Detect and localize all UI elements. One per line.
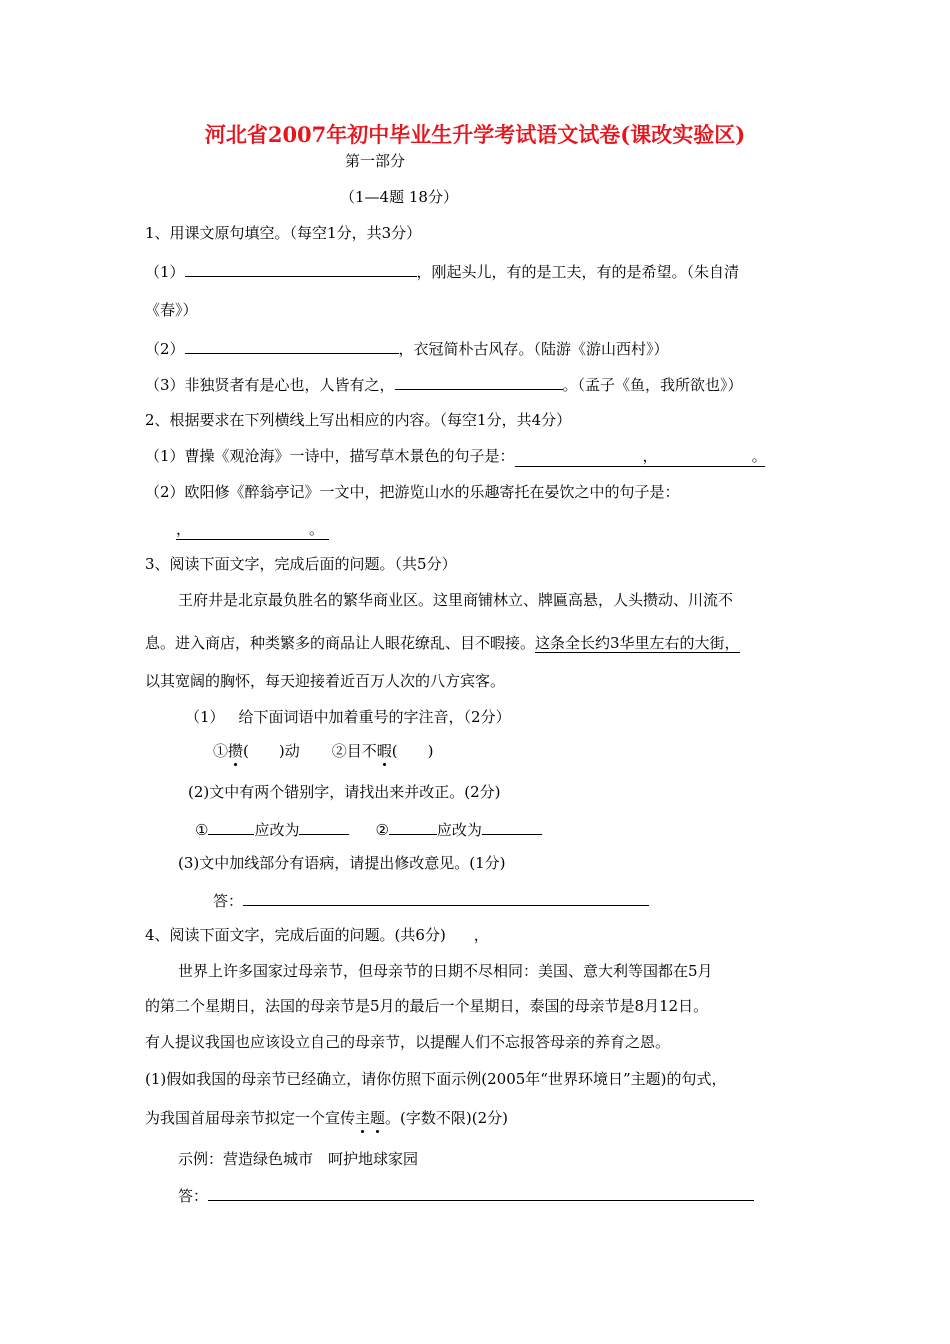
q1-line-1 bbox=[145, 260, 739, 282]
q4-heading-text: 4、阅读下面文字，完成后面的问题。(共6分) bbox=[145, 926, 446, 944]
q3-sub-3: (3)文中加线部分有语病，请提出修改意见。(1分) bbox=[178, 854, 506, 872]
q1-l3-suffix: 。（孟子《鱼，我所欲也》） bbox=[562, 376, 743, 394]
q4-answer-label: 答： bbox=[178, 1187, 209, 1205]
q1-blank-2[interactable] bbox=[185, 337, 399, 354]
q4-stray-comma: ， bbox=[473, 926, 489, 944]
q4-passage-line-2: 的第二个星期日，法国的母亲节是5月的最后一个星期日，泰国的母亲节是8月12日。 bbox=[145, 997, 709, 1015]
q3-s1-b-post[interactable]: ( ) bbox=[391, 742, 434, 760]
q3-answer-line bbox=[213, 889, 649, 911]
q3-s1-a-pre: ① bbox=[213, 742, 229, 760]
q1-line-3 bbox=[145, 373, 743, 395]
q3-dotted-char-1: 攒 bbox=[228, 742, 244, 760]
q3-sub-2: (2)文中有两个错别字，请找出来并改正。(2分) bbox=[188, 783, 501, 801]
q3-sub-1-items bbox=[213, 741, 434, 761]
q4-dotted-char-2: 题 bbox=[370, 1109, 386, 1127]
q4-dotted-char-1: 主 bbox=[355, 1109, 371, 1127]
q2-answer-1[interactable] bbox=[515, 446, 765, 467]
q4-s1-l2-a: 为我国首届母亲节拟定一个宣传 bbox=[145, 1109, 356, 1127]
q2-line-3 bbox=[176, 519, 329, 540]
q1-line-1-cont: 《春》） bbox=[145, 301, 198, 319]
q1-blank-1[interactable] bbox=[185, 260, 417, 277]
q2-line-2: （2）欧阳修《醉翁亭记》一文中，把游览山水的乐趣寄托在晏饮之中的句子是： bbox=[145, 483, 680, 501]
q3-answer-blank[interactable] bbox=[243, 889, 649, 906]
q2-end: 。 bbox=[751, 447, 767, 465]
q2-answer-2[interactable] bbox=[176, 519, 329, 540]
part-range: （1—4题 18分） bbox=[340, 188, 458, 206]
q3-passage-line-2 bbox=[145, 633, 740, 653]
q3-s1-num: （1） bbox=[185, 708, 225, 726]
q3-correct-char-2[interactable] bbox=[482, 818, 542, 835]
q3-underlined-sentence: 这条全长约3华里左右的大街， bbox=[535, 634, 740, 652]
q3-passage-line-3: 以其宽阔的胸怀，每天迎接着近百万人次的八方宾客。 bbox=[145, 672, 506, 690]
q4-sub-1-line-2 bbox=[145, 1108, 508, 1128]
q2-end-2: 。 bbox=[309, 520, 325, 538]
q2-line-1 bbox=[145, 446, 765, 467]
q3-s1-b-pre: ②目不 bbox=[331, 742, 377, 760]
q3-correct-char-1[interactable] bbox=[299, 818, 349, 835]
q4-answer-blank[interactable] bbox=[208, 1184, 754, 1201]
q3-s2-mid-2: 应改为 bbox=[436, 821, 482, 839]
q4-answer-line bbox=[178, 1184, 754, 1206]
q2-comma-2: ， bbox=[176, 520, 192, 538]
q2-heading: 2、根据要求在下列横线上写出相应的内容。（每空1分，共4分） bbox=[145, 411, 572, 429]
q2-comma: ， bbox=[642, 447, 658, 465]
q4-heading bbox=[145, 925, 489, 945]
q1-blank-3[interactable] bbox=[395, 373, 563, 390]
q4-sub-1-line-1: (1)假如我国的母亲节已经确立，请你仿照下面示例(2005年“世界环境日”主题)的句式， bbox=[145, 1070, 727, 1088]
q3-s2-a: ① bbox=[195, 821, 209, 839]
q3-sub-1 bbox=[185, 707, 511, 727]
q3-wrong-char-2[interactable] bbox=[389, 818, 437, 835]
q3-s1-a-post[interactable]: ( )动 bbox=[243, 742, 300, 760]
q3-passage-line-1: 王府井是北京最负胜名的繁华商业区。这里商铺林立、牌匾高悬，人头攒动、川流不 bbox=[178, 591, 734, 609]
q4-s1-l2-b: 。(字数不限)(2分) bbox=[385, 1109, 508, 1127]
q1-heading: 1、用课文原句填空。（每空1分，共3分） bbox=[145, 224, 422, 242]
q3-heading: 3、阅读下面文字，完成后面的问题。（共5分） bbox=[145, 555, 457, 573]
q3-answer-label: 答： bbox=[213, 892, 244, 910]
q1-l1-prefix: （1） bbox=[145, 263, 185, 281]
q3-s2-mid-1: 应改为 bbox=[254, 821, 300, 839]
part-label: 第一部分 bbox=[345, 152, 406, 170]
q3-wrong-char-1[interactable] bbox=[208, 818, 254, 835]
q4-passage-line-3: 有人提议我国也应该设立自己的母亲节，以提醒人们不忘报答母亲的养育之恩。 bbox=[145, 1033, 671, 1051]
q3-p2-text: 息。进入商店，种类繁多的商品让人眼花缭乱、目不暇接。 bbox=[145, 634, 536, 652]
q4-passage-line-1: 世界上许多国家过母亲节，但母亲节的日期不尽相同：美国、意大利等国都在5月 bbox=[178, 962, 713, 980]
q3-s1-text: 给下面词语中加着重号的字注音，（2分） bbox=[238, 708, 511, 726]
q2-l1-prefix: （1）曹操《观沧海》一诗中，描写草木景色的句子是： bbox=[145, 447, 515, 465]
q1-l2-prefix: （2） bbox=[145, 340, 185, 358]
q3-dotted-char-2: 暇 bbox=[376, 742, 392, 760]
q1-line-2 bbox=[145, 337, 669, 359]
q3-sub-2-blanks bbox=[195, 818, 542, 840]
q1-l3-prefix: （3）非独贤者有是心也，人皆有之， bbox=[145, 376, 395, 394]
exam-title: 河北省2007年初中毕业生升学考试语文试卷(课改实验区) bbox=[204, 122, 746, 147]
q3-s2-b: ② bbox=[375, 821, 389, 839]
q4-example: 示例：营造绿色城市 呵护地球家园 bbox=[178, 1150, 419, 1168]
q1-l2-suffix: ，衣冠简朴古风存。（陆游《游山西村》） bbox=[398, 340, 669, 358]
q1-l1-suffix: ，刚起头儿，有的是工夫，有的是希望。（朱自清 bbox=[416, 263, 740, 281]
